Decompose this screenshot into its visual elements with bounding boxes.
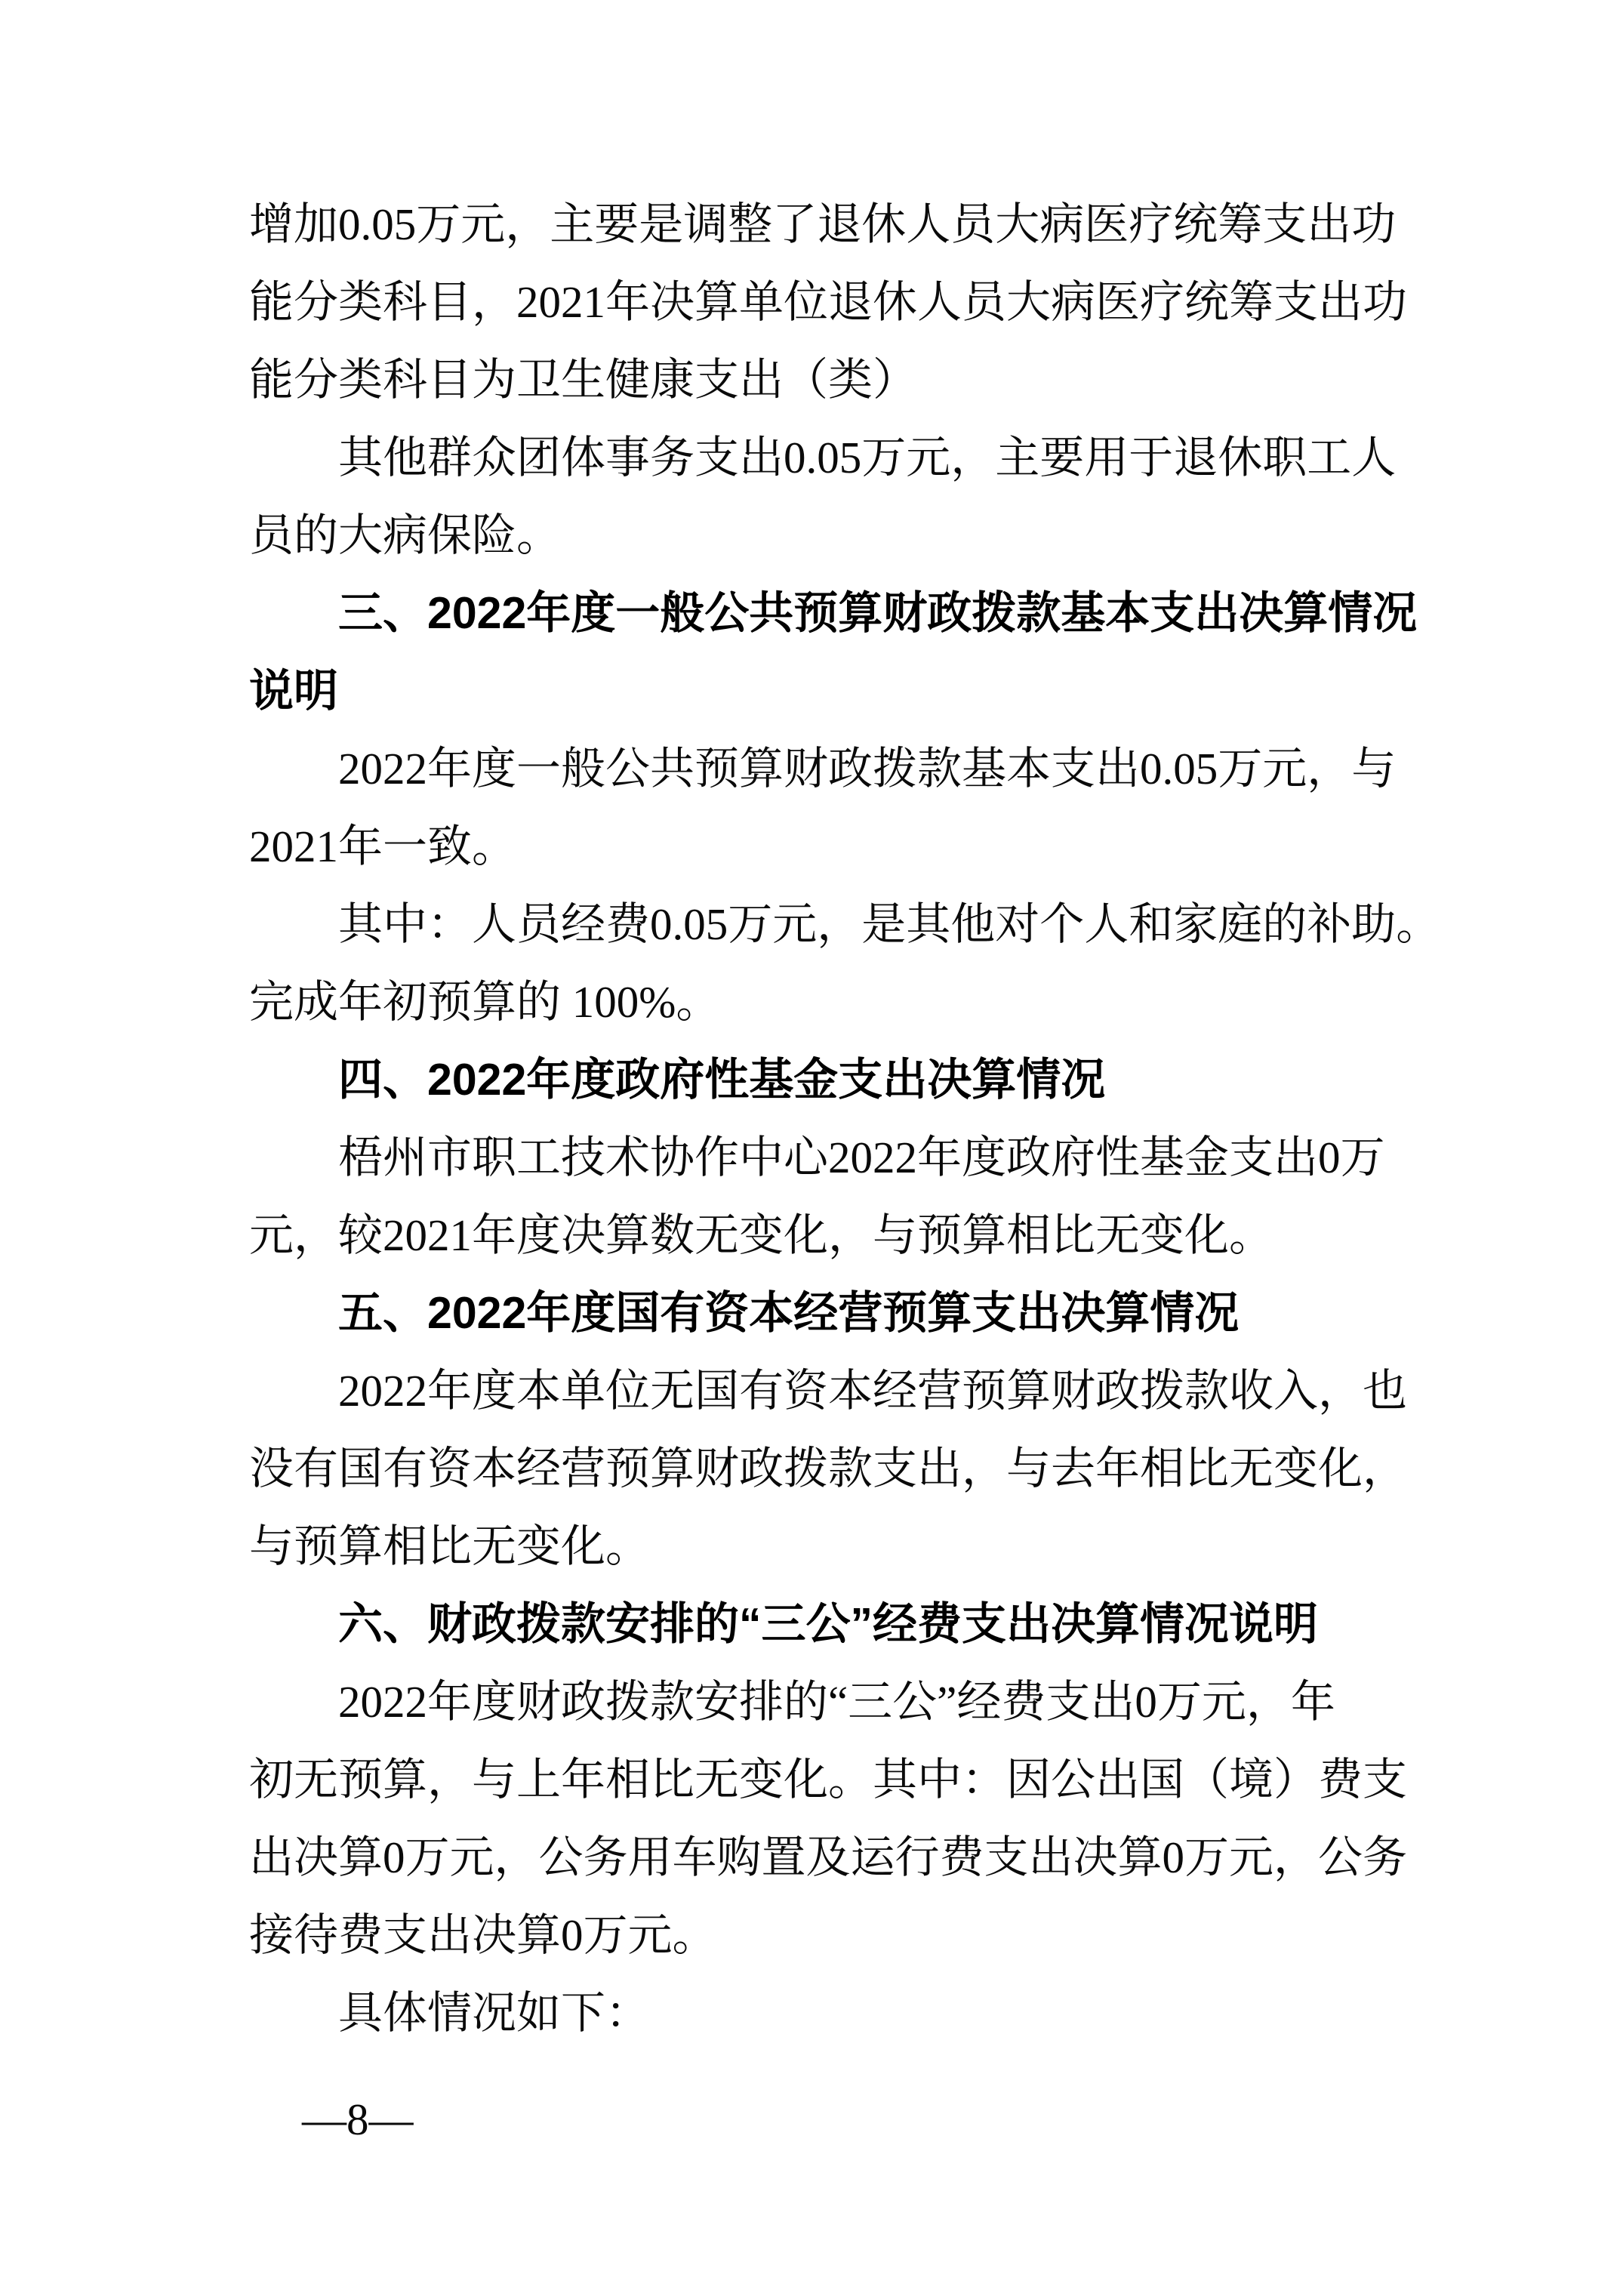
body-line: 没有国有资本经营预算财政拨款支出，与去年相比无变化， — [249, 1444, 1408, 1493]
section-heading-5: 五、2022年度国有资本经营预算支出决算情况 — [338, 1288, 1240, 1338]
body-line: 2021年一致。 — [249, 821, 517, 871]
section-heading-3: 三、2022年度一般公共预算财政拨款基本支出决算情况 — [338, 588, 1418, 638]
body-line: 初无预算，与上年相比无变化。其中：因公出国（境）费支 — [249, 1755, 1408, 1804]
body-line: 2022年度财政拨款安排的“三公”经费支出0万元，年 — [338, 1677, 1335, 1727]
body-line: 元，较2021年度决算数无变化，与预算相比无变化。 — [249, 1210, 1274, 1260]
body-line: 完成年初预算的 100%。 — [249, 977, 721, 1027]
body-line: 其他群众团体事务支出0.05万元，主要用于退休职工人 — [338, 433, 1397, 482]
body-line: 其中：人员经费0.05万元，是其他对个人和家庭的补助。 — [338, 899, 1441, 949]
body-line: 2022年度一般公共预算财政拨款基本支出0.05万元，与 — [338, 744, 1397, 794]
body-line: 能分类科目为卫生健康支出（类） — [249, 355, 918, 405]
section-heading-3-continued: 说明 — [249, 666, 339, 716]
body-line: 增加0.05万元，主要是调整了退休人员大病医疗统筹支出功 — [249, 199, 1397, 249]
body-line: 2022年度本单位无国有资本经营预算财政拨款收入，也 — [338, 1366, 1408, 1416]
body-line: 接待费支出决算0万元。 — [249, 1910, 717, 1960]
section-heading-4: 四、2022年度政府性基金支出决算情况 — [338, 1055, 1106, 1105]
body-line: 出决算0万元，公务用车购置及运行费支出决算0万元，公务 — [249, 1832, 1408, 1882]
body-line: 与预算相比无变化。 — [249, 1521, 651, 1571]
section-heading-6: 六、财政拨款安排的“三公”经费支出决算情况说明 — [338, 1599, 1319, 1649]
document-body — [249, 186, 1441, 2052]
body-line: 能分类科目，2021年决算单位退休人员大病医疗统筹支出功 — [249, 277, 1408, 327]
body-line: 梧州市职工技术协作中心2022年度政府性基金支出0万 — [338, 1133, 1385, 1182]
body-line: 具体情况如下： — [338, 1988, 651, 2038]
body-line: 员的大病保险。 — [249, 510, 562, 560]
page-number: —8— — [302, 2094, 414, 2144]
